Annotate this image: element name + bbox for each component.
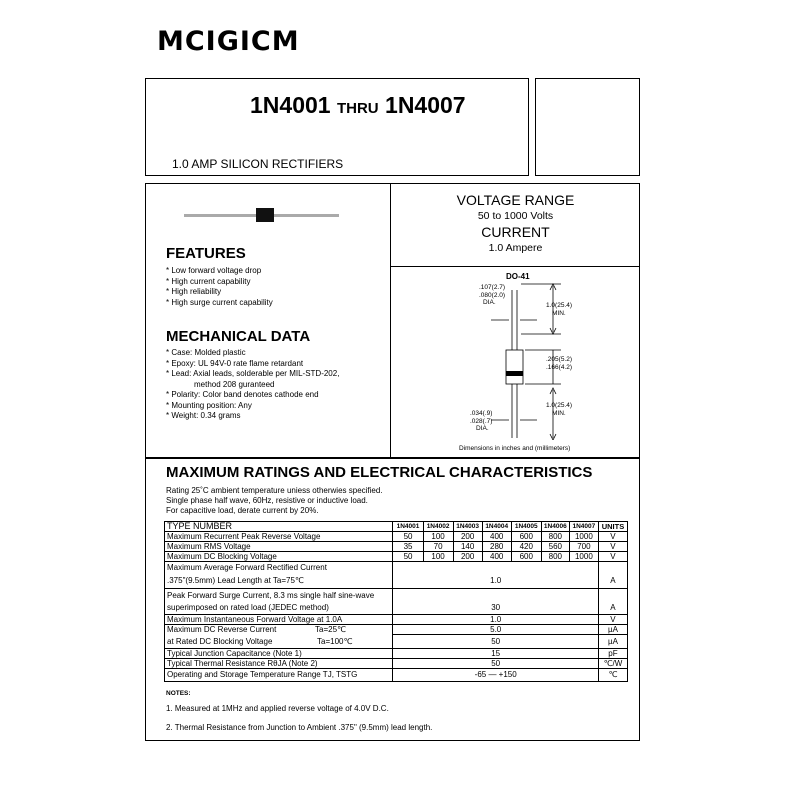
table-row: Typical Thermal Resistance RθJA (Note 2) 50 ℃/W — [165, 658, 628, 668]
cathode-band-icon — [506, 371, 523, 376]
column-header: 1N4004 — [482, 522, 511, 532]
diode-body-icon — [256, 208, 274, 222]
table-row: .375"(9.5mm) Lead Length at Ta=75℃ 1.0 A — [165, 572, 628, 589]
table-row: Maximum Average Forward Rectified Current — [165, 562, 628, 573]
list-item: * Mounting position: Any — [166, 400, 252, 410]
logo-placeholder-box — [535, 78, 640, 176]
list-item: * High reliability — [166, 287, 222, 296]
ratings-title: MAXIMUM RATINGS AND ELECTRICAL CHARACTERISTICS — [166, 464, 593, 481]
table-row: Peak Forward Surge Current, 8.3 ms single half sine-wave — [165, 589, 628, 602]
package-name: DO-41 — [506, 272, 530, 281]
table-header-row — [165, 522, 628, 532]
list-item: * Low forward voltage drop — [166, 266, 262, 275]
list-item: * Lead: Axial leads, solderable per MIL-STD-202, — [166, 369, 340, 378]
table-row: Maximum Instantaneous Forward Voltage at 1.0A 1.0 V — [165, 615, 628, 625]
list-item: method 208 guranteed — [194, 379, 275, 389]
dimensions-caption: Dimensions in inches and (millimeters) — [459, 445, 571, 452]
table-row: Maximum RMS Voltage 35 70 140 280 420 560 700 V — [165, 542, 628, 552]
table-row: Maximum DC Reverse Current Ta=25℃ 5.0 µA — [165, 625, 628, 635]
list-item: * Weight: 0.34 grams — [166, 411, 241, 420]
features-title: FEATURES — [166, 245, 246, 262]
ratings-table — [164, 521, 628, 682]
column-header: 1N4007 — [569, 522, 598, 532]
list-item: * Polarity: Color band denotes cathode end — [166, 390, 319, 399]
part-end: 1N4007 — [385, 92, 466, 118]
note-1: 1. Measured at 1MHz and applied reverse voltage of 4.0V D.C. — [166, 704, 389, 713]
body-length-label: .205(5.2) .166(4.2) — [546, 356, 573, 371]
column-header: 1N4003 — [453, 522, 482, 532]
current-value: 1.0 Ampere — [488, 242, 543, 254]
part-start: 1N4001 — [250, 92, 331, 118]
table-row: superimposed on rated load (JEDEC method) 30 A — [165, 601, 628, 615]
column-header: UNITS — [598, 522, 627, 532]
notes-title: NOTES: — [166, 690, 191, 697]
list-item: * Case: Molded plastic — [166, 348, 246, 357]
table-row: Maximum Recurrent Peak Reverse Voltage 50 100 200 400 600 800 1000 V — [165, 532, 628, 542]
wire-diameter-label: .034(.9) .028(.7) DIA. — [470, 410, 493, 432]
column-header: 1N4005 — [511, 522, 541, 532]
bottom-length-label: 1.0(25.4) MIN. — [546, 402, 573, 417]
column-header: 1N4002 — [423, 522, 453, 532]
column-header: 1N4001 — [393, 522, 423, 532]
mechanical-title: MECHANICAL DATA — [166, 328, 311, 345]
list-item: * High surge current capability — [166, 297, 273, 307]
voltage-range-title: VOLTAGE RANGE — [456, 192, 575, 208]
features-list — [166, 266, 273, 308]
table-row: Operating and Storage Temperature Range TJ, TSTG -65 — +150 ℃ — [165, 668, 628, 681]
column-header: TYPE NUMBER — [165, 522, 393, 532]
divider-horizontal — [390, 266, 640, 267]
ratings-notes: Rating 25˚C ambient temperature uniess otherwies specified. Single phase half wave, 60Hz, resistive or inductive load. For capacitive load, derate current by 20%. — [166, 486, 383, 515]
table-row: at Rated DC Blocking Voltage Ta=100℃ 50 µA — [165, 635, 628, 649]
package-outline-drawing — [391, 280, 639, 440]
list-item: * Epoxy: UL 94V-0 rate flame retardant — [166, 358, 304, 368]
lead-diameter-label: .107(2.7) .080(2.0) DIA. — [479, 284, 506, 306]
table-row: Maximum DC Blocking Voltage 50 100 200 400 600 800 1000 V — [165, 552, 628, 562]
mechanical-list — [166, 348, 339, 422]
thru-label: THRU — [336, 100, 379, 117]
page-subtitle: 1.0 AMP SILICON RECTIFIERS — [172, 157, 344, 171]
note-2: 2. Thermal Resistance from Junction to Ambient .375" (9.5mm) lead length. — [166, 723, 433, 732]
voltage-range-value: 50 to 1000 Volts — [477, 210, 554, 222]
brand-logo: MCIGICM — [157, 26, 300, 57]
current-title: CURRENT — [481, 224, 550, 240]
page-title — [250, 92, 466, 119]
list-item: * High current capability — [166, 276, 251, 286]
top-length-label: 1.0(25.4) MIN. — [546, 302, 573, 317]
column-header: 1N4006 — [541, 522, 569, 532]
table-row: Typical Junction Capacitance (Note 1) 15 pF — [165, 648, 628, 658]
